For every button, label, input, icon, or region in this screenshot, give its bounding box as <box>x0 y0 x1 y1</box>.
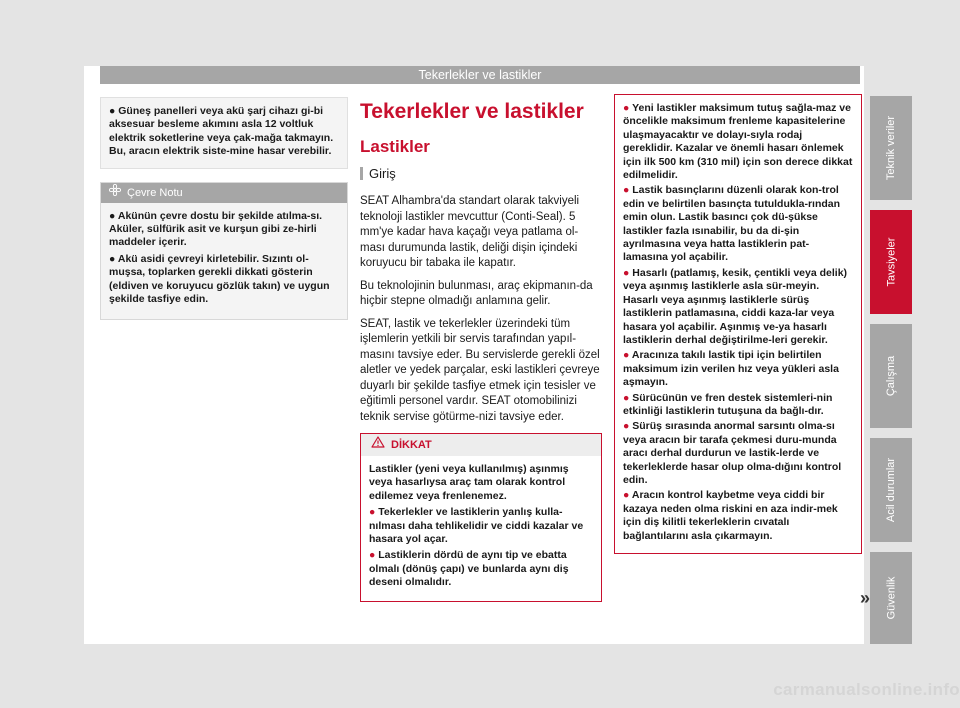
eco-note-content <box>101 203 347 320</box>
warning-header <box>361 434 601 456</box>
section-bar <box>360 167 363 180</box>
flower-icon <box>109 183 121 203</box>
list-item: ● Lastiklerin dördü de aynı tip ve ebatta olmalı (dönüş çapı) ve bunlarda aynı diş deseni olmalıdır. <box>369 549 569 589</box>
warning-content <box>361 456 601 601</box>
bullet: ● <box>109 105 116 117</box>
list-item: ● Sürüş sırasında anormal sarsıntı olma-sı veya aracın bir tarafa çekmesi duru-munda aracı derhal durdurun ve lastik-lerde ve tekerleklerde hasar olup olma-dığını kontrol edin. <box>623 420 842 486</box>
notice-box <box>100 97 348 169</box>
warning-title: DİKKAT <box>391 439 432 451</box>
section-heading: Giriş <box>360 166 602 182</box>
tab-acil-durumlar[interactable]: Acil durumlar <box>870 438 912 542</box>
right-column <box>614 94 862 554</box>
paragraph: SEAT, lastik ve tekerlekler üzerindeki tüm işlemlerin yetkili bir servis tarafından yapıl-masını tavsiye eder. Bu servislerde gerekli özel aletler ve yedek parçalar, eski lastikleri çevreye duyarlı bir şekilde tasfiye etmek için tesisler ve eğitimli personel vardır. SEAT otomobilinizi teknik servise götürme-nizi tavsiye eder. <box>360 317 600 423</box>
subtitle: Lastikler <box>360 137 430 156</box>
list-item: ● Sürücünün ve fren destek sistemleri-nin etkinliği lastiklerin tutuşuna da bağlı-dır. <box>623 391 833 417</box>
chapter-tabs <box>870 96 912 654</box>
list-item: ● Tekerlekler ve lastiklerin yanlış kulla-nılması daha tehlikelidir ve ciddi kazalar ve hasara yol açar. <box>369 506 584 546</box>
warning-continued-box <box>614 94 862 554</box>
warning-triangle-icon <box>371 434 385 456</box>
list-item: ● Aracınıza takılı lastik tipi için belirtilen maksimum izin verilen hız veya yükleri asla aşmayın. <box>623 349 839 389</box>
middle-column <box>360 100 602 602</box>
continue-arrow-icon: » <box>860 588 871 608</box>
list-item: ● Lastik basınçlarını düzenli olarak kon-trol edin ve belirtilen basınçta tutuldukla-rından emin olun. Lastik basıncı çok dü-şükse lastikler fazla ısınabilir, bu da di-şin ayrılmasına veya hatta lastiklerin pat-lamasına yol açabilir. <box>623 184 841 264</box>
page-header: Tekerlekler ve lastikler <box>100 66 860 84</box>
paragraph: SEAT Alhambra'da standart olarak takviyeli teknoloji lastikler mevcuttur (Conti-Seal). 5 mm'ye kadar hava kaçağı veya patlama ol-ması durumunda lastik, deliği dişin içindeki koruyucu bir tabaka ile kapatır. <box>360 195 580 269</box>
tab-tavsiyeler[interactable]: Tavsiyeler <box>870 210 912 314</box>
page-title: Tekerlekler ve lastikler <box>360 100 584 123</box>
body-text <box>360 194 602 425</box>
watermark: carmanualsonline.info <box>773 680 960 699</box>
paragraph: Bu teknolojinin bulunması, araç ekipmanın-da hiçbir stepne olmadığı anlamına gelir. <box>360 279 593 307</box>
tab-teknik-veriler[interactable]: Teknik veriler <box>870 96 912 200</box>
warning-box <box>360 433 602 602</box>
tab-calisma[interactable]: Çalışma <box>870 324 912 428</box>
list-item: ● Aracın kontrol kaybetme veya ciddi bir kazaya neden olma riskini en aza indir-mek için diş kilitli tekerleklerin cıvatalı bağlantılarını asla çıkarmayın. <box>623 489 838 542</box>
eco-note-header <box>101 183 347 203</box>
list-item: ● Akünün çevre dostu bir şekilde atılma-sı. Aküler, sülfürik asit ve kurşun gibi ze-hirli maddeler içerir. <box>109 209 323 249</box>
eco-note-box <box>100 182 348 321</box>
notice-text: Güneş panelleri veya akü şarj cihazı gi-bi aksesuar besleme akımını asla 12 voltluk elektrik soketlerine veya çak-mağa takmayın. Bu, aracın elektrik siste-mine hasar verebilir. <box>109 105 334 158</box>
eco-note-title: Çevre Notu <box>127 186 183 199</box>
warning-intro: Lastikler (yeni veya kullanılmış) aşınmış veya hasarlıysa araç tam olarak kontrol edilemez veya frenlenemez. <box>369 463 569 502</box>
list-item: ● Yeni lastikler maksimum tutuş sağla-maz ve öncelikle maksimum frenleme kapasitelerine ulaşmayacaktır ve dolayı-sıyla rodaj gereklidir. Kazalar ve önemli hasarı önlemek için ilk 500 km (310 mil) için son derece dikkat edilmelidir. <box>623 102 853 182</box>
list-item: ● Akü asidi çevreyi kirletebilir. Sızıntı ol-muşsa, toplarken gerekli dikkati gösterin (eldiven ve koruyucu gözlük takın) ve uygun şekilde tasfiye edin. <box>109 252 330 306</box>
list-item: ● Hasarlı (patlamış, kesik, çentikli veya delik) veya aşınmış lastiklerle asla sür-meyin. Hasarlı veya aşınmış lastiklerle sürüş lastiklerin patlamasına, ciddi kaza-lar veya hasara yol açabilir. Aşınmış ve-ya hasarlı lastiklerin derhal değiştirilme-leri gerekir. <box>623 266 848 346</box>
tab-guvenlik[interactable]: Güvenlik <box>870 552 912 644</box>
left-column <box>100 97 348 320</box>
